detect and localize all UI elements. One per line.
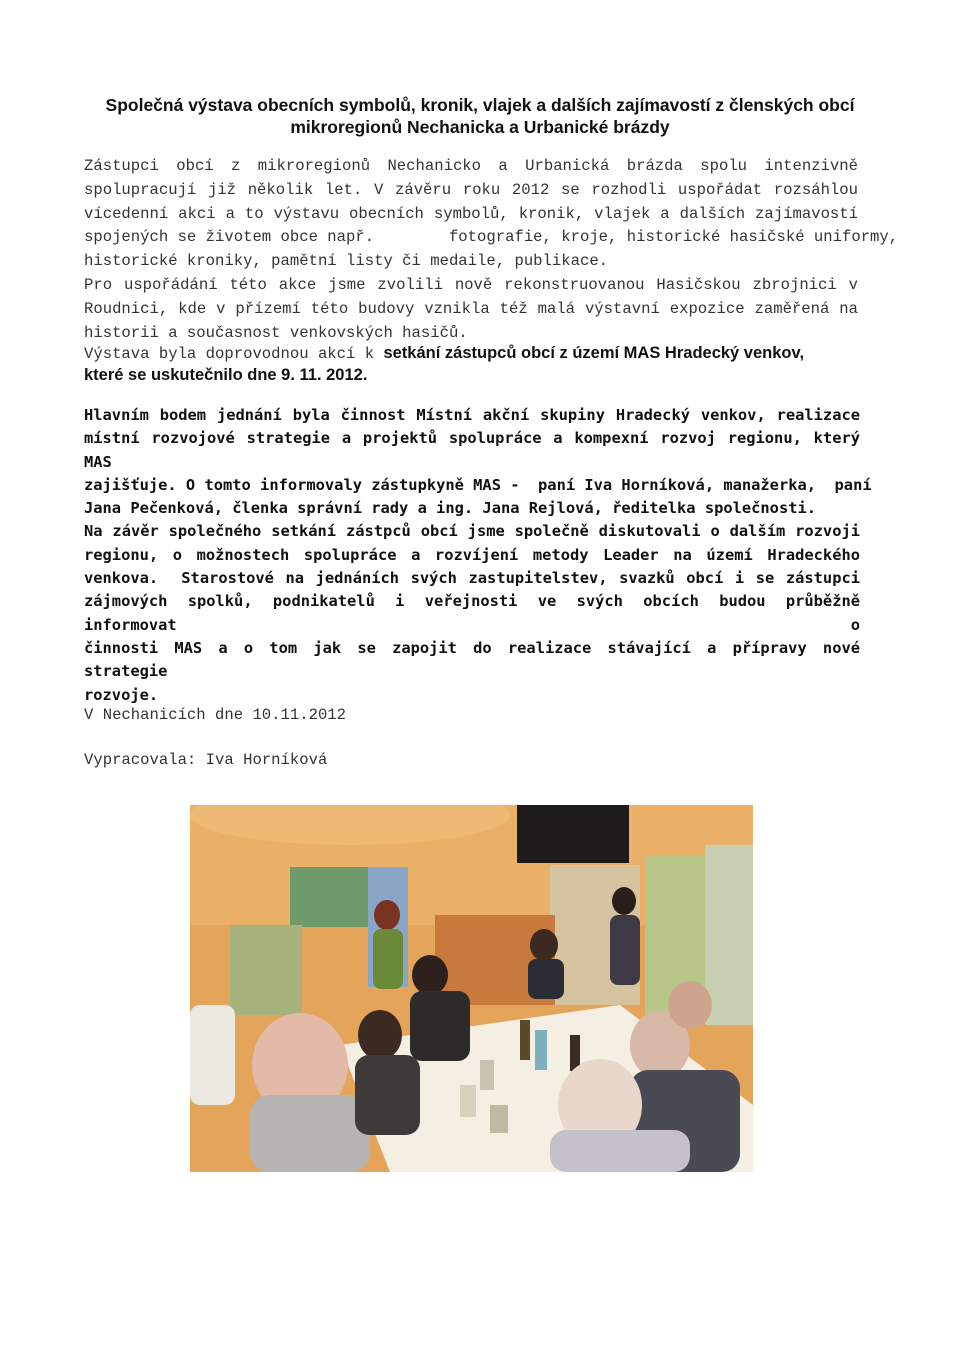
meeting-prefix: Výstava byla doprovodnou akcí k — [84, 345, 384, 363]
text-line: historické kroniky, pamětní listy či medaile, publikace. — [84, 252, 609, 271]
text-line: Roudnici, kde v přízemí této budovy vznikla též malá výstavní expozice zaměřená na — [84, 299, 858, 318]
meeting-photo — [190, 805, 753, 1172]
text-line: Jana Pečenková, členka správní rady a ing. Jana Rejlová, ředitelka společnosti. — [84, 499, 817, 518]
text-line: zájmových spolků, podnikatelů i veřejnosti ve svých obcích budou průběžně informovat o — [84, 592, 860, 634]
text-line: Zástupci obcí z mikroregionů Nechanicko a Urbanická brázda spolu intenzivně — [84, 157, 858, 175]
text-line: vícedenní akci a to výstavu obecních symbolů, kronik, vlajek a dalších zajímavostí — [84, 204, 858, 223]
paragraph-intro — [84, 155, 899, 274]
text-line: spolupracují již několik let. V závěru roku 2012 se rozhodli uspořádat rozsáhlou — [84, 180, 858, 199]
meeting-highlight: setkání zástupců obcí z území MAS Hradecký venkov, — [383, 344, 805, 362]
text-line: Hlavním bodem jednání byla činnost Místní akční skupiny Hradecký venkov, realizace — [84, 406, 860, 424]
meeting-photo-illustration — [190, 805, 753, 1172]
text-line: Na závěr společného setkání zástpců obcí jsme společně diskutovali o dalším rozvoji — [84, 522, 860, 541]
text-line: Pro uspořádání této akce jsme zvolili nově rekonstruovanou Hasičskou zbrojnici v — [84, 276, 858, 294]
document-title: Společná výstava obecních symbolů, kronik, vlajek a dalších zajímavostí z členských obcí mikroregionů Nechanicka a Urbanické brázdy — [105, 95, 855, 137]
text-line: venkova. Starostové na jednáních svých zastupitelstev, svazků obcí i se zástupci — [84, 569, 860, 588]
text-line: spojených se životem obce např. fotografie, kroje, historické hasičské uniformy, — [84, 228, 899, 247]
place-date: V Nechanicích dne 10.11.2012 — [84, 706, 347, 724]
paragraph-venue — [84, 274, 858, 345]
text-line: místní rozvojové strategie a projektů spolupráce a kompexní rozvoj regionu, který MAS — [84, 429, 860, 471]
author-line: Vypracovala: Iva Horníková — [84, 751, 328, 769]
paragraph-meeting — [84, 342, 858, 367]
text-line: historii a současnost venkovských hasičů. — [84, 323, 468, 342]
paragraph-main-topic — [84, 404, 872, 707]
text-line: regionu, o možnostech spolupráce a rozvíjení metody Leader na území Hradeckého — [84, 545, 860, 564]
meeting-date-line: které se uskutečnilo dne 9. 11. 2012. — [84, 366, 368, 384]
text-line: zajišťuje. O tomto informovaly zástupkyně MAS - paní Iva Horníková, manažerka, paní — [84, 475, 872, 494]
text-line: činnosti MAS a o tom jak se zapojit do realizace stávající a přípravy nové strategie — [84, 638, 860, 681]
text-line: rozvoje. — [84, 685, 159, 704]
